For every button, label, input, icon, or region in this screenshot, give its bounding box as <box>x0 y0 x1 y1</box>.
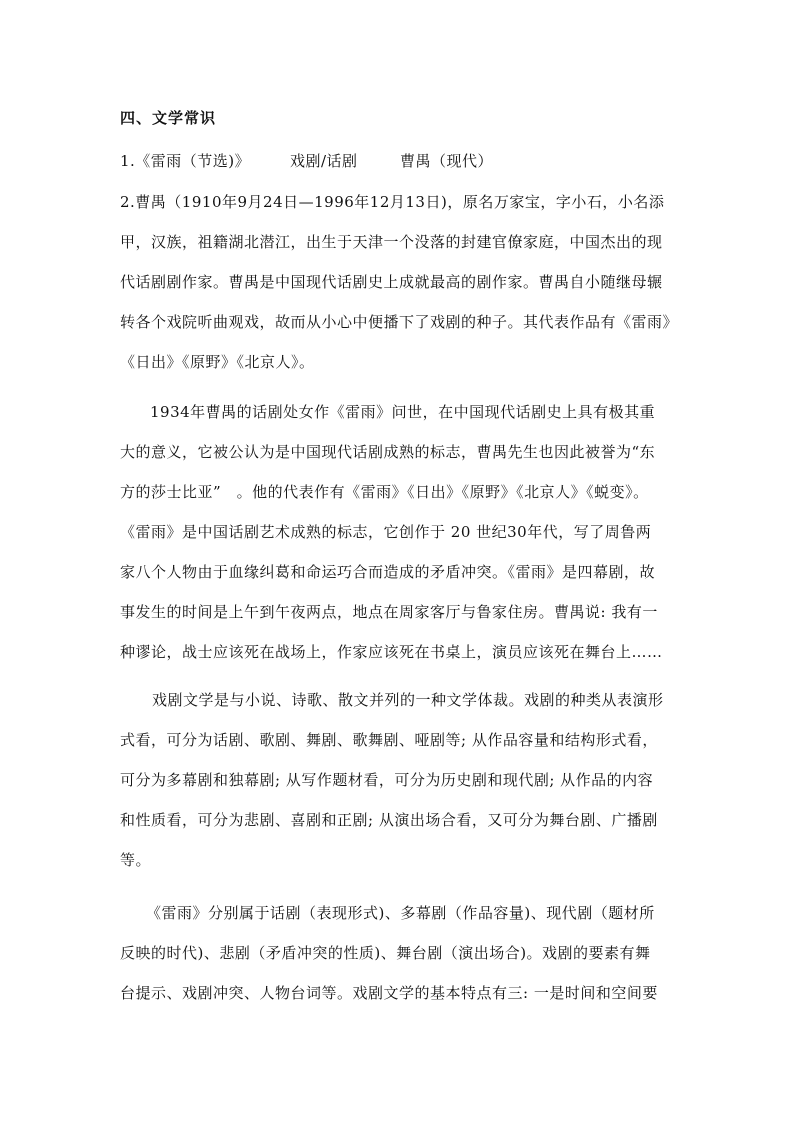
paragraph-line: 2.曹禺（1910年9月24日—1996年12月13日)，原名万家宝，字小石，小名添 <box>120 193 665 211</box>
paragraph-line: 《雷雨》分别属于话剧（表现形式)、多幕剧（作品容量)、现代剧（题材所 <box>146 904 655 922</box>
paragraph-line: 和性质看，可分为悲剧、喜剧和正剧; 从演出场合看，又可分为舞台剧、广播剧 <box>120 811 658 829</box>
paragraph-line: 甲，汉族，祖籍湖北潜江，出生于天津一个没落的封建官僚家庭，中国杰出的现 <box>120 233 663 251</box>
paragraph-line: 台提示、戏剧冲突、人物台词等。戏剧文学的基本特点有三: 一是时间和空间要 <box>120 984 658 1002</box>
paragraph-line: 方的莎士比亚” 。他的代表作有《雷雨》《日出》《原野》《北京人》《蜕变》。 <box>120 483 649 501</box>
section-heading: 四、文学常识 <box>120 109 217 127</box>
paragraph-line: 事发生的时间是上午到午夜两点，地点在周家客厅与鲁家住房。曹禺说: 我有一 <box>120 603 658 621</box>
paragraph-line: 转各个戏院听曲观戏，故而从小心中便播下了戏剧的种子。其代表作品有《雷雨》 <box>120 313 679 331</box>
paragraph-line: 种谬论，战士应该死在战场上，作家应该死在书桌上，演员应该死在舞台上…… <box>120 643 663 661</box>
paragraph-line: 大的意义，它被公认为是中国现代话剧成熟的标志，曹禺先生也因此被誉为“东 <box>120 443 656 461</box>
paragraph-line: 《日出》《原野》《北京人》。 <box>120 353 315 371</box>
paragraph-line: 代话剧剧作家。曹禺是中国现代话剧史上成就最高的剧作家。曹禺自小随继母辗 <box>120 273 663 291</box>
paragraph-line: 1934年曹禺的话剧处女作《雷雨》问世，在中国现代话剧史上具有极其重 <box>150 403 656 421</box>
paragraph-line: 家八个人物由于血缘纠葛和命运巧合而造成的矛盾冲突。《雷雨》是四幕剧，故 <box>120 563 656 581</box>
paragraph-line: 可分为多幕剧和独幕剧; 从写作题材看，可分为历史剧和现代剧; 从作品的内容 <box>120 771 654 789</box>
paragraph-line: 式看，可分为话剧、歌剧、舞剧、歌舞剧、哑剧等; 从作品容量和结构形式看， <box>120 731 658 749</box>
paragraph-line: 反映的时代)、悲剧（矛盾冲突的性质)、舞台剧（演出场合)。戏剧的要素有舞 <box>120 944 651 962</box>
paragraph-line: 《雷雨》是中国话剧艺术成熟的标志，它创作于 20 世纪30年代，写了周鲁两 <box>120 523 652 541</box>
paragraph-line: 等。 <box>120 851 152 869</box>
item1-title: 1.《雷雨（节选)》 <box>120 152 251 170</box>
item1-genre: 戏剧/话剧 <box>290 152 358 170</box>
item1-author: 曹禺（现代） <box>400 152 494 170</box>
paragraph-line: 戏剧文学是与小说、诗歌、散文并列的一种文学体裁。戏剧的种类从表演形 <box>152 691 664 709</box>
